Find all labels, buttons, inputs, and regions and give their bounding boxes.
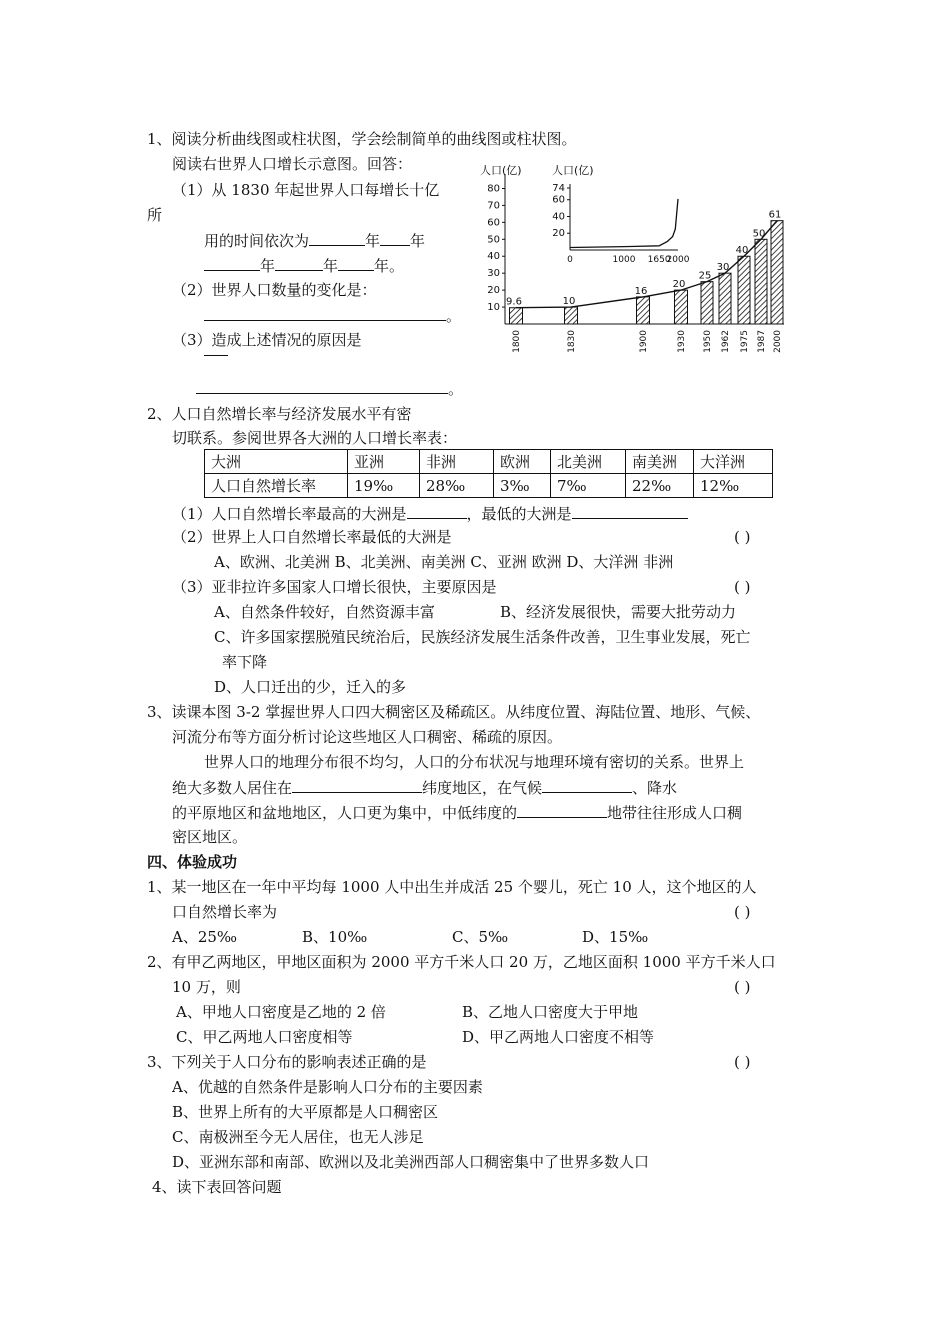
table-cell: 南美洲 [626, 450, 694, 474]
s2-heading1: 2、人口自然增长率与经济发展水平有密 [147, 405, 412, 423]
s2-q2-options: A、欧洲、北美洲 B、北美洲、南美洲 C、亚洲 欧洲 D、大洋洲 非洲 [214, 553, 674, 571]
x-tick-label: 1962 [721, 330, 731, 353]
answer-paren[interactable]: ( ) [734, 578, 751, 596]
inset-x-tick-label: 0 [567, 255, 573, 265]
table-cell: 22‰ [626, 474, 694, 498]
answer-paren[interactable]: ( ) [734, 978, 751, 996]
x-tick-label: 1830 [567, 330, 577, 353]
section-heading: 四、体验成功 [147, 853, 238, 871]
answer-blank[interactable] [407, 503, 467, 519]
y-tick-label: 50 [487, 234, 500, 246]
table-cell: 北美洲 [551, 450, 626, 474]
bar-value-label: 61 [768, 209, 782, 221]
option-d: D、亚洲东部和南部、欧洲以及北美洲西部人口稠密集中了世界多数人口 [172, 1153, 650, 1171]
answer-blank[interactable] [196, 378, 448, 394]
inset-x-tick-label: 2000 [666, 255, 690, 265]
bar [701, 282, 713, 324]
s2-q3-d: D、人口迁出的少，迁入的多 [214, 678, 407, 696]
inset-y-label: 人口(亿) [552, 164, 594, 177]
table-header-row [205, 450, 773, 474]
inset-x-tick-label: 1000 [612, 255, 636, 265]
bar-value-label: 40 [735, 245, 749, 257]
answer-blank[interactable] [204, 305, 446, 321]
table-cell: 28‰ [420, 474, 494, 498]
x-tick-label: 1975 [740, 330, 750, 353]
bar [565, 307, 578, 324]
s1-q3-short [204, 340, 228, 361]
option-b: B、10‰ [302, 928, 368, 946]
y-tick-label: 60 [487, 217, 500, 229]
s4-q1a: 1、某一地区在一年中平均每 1000 人中出生并成活 25 个婴儿，死亡 10 人，这个地区的人 [147, 878, 757, 896]
inset-chart [552, 164, 690, 265]
population-chart [478, 158, 788, 358]
s4-q2b: 10 万，则 [172, 978, 241, 996]
s2-q3-a: A、自然条件较好，自然资源丰富 [214, 603, 435, 621]
bar [510, 308, 523, 324]
option-a: A、优越的自然条件是影响人口分布的主要因素 [172, 1078, 483, 1096]
answer-paren[interactable]: ( ) [734, 1053, 751, 1071]
s2-q3-b: B、经济发展很快，需要大批劳动力 [500, 603, 737, 621]
s4-q1b: 口自然增长率为 [172, 903, 278, 921]
s1-heading: 1、阅读分析曲线图或柱状图，学会绘制简单的曲线图或柱状图。 [147, 130, 577, 148]
s1-q1a: （1）从 1830 年起世界人口每增长十亿 [172, 181, 440, 199]
answer-blank[interactable] [572, 503, 688, 519]
option-a: A、甲地人口密度是乙地的 2 倍 [176, 1003, 386, 1021]
inset-y-tick-label: 74 [552, 183, 565, 194]
bar-value-label: 30 [716, 262, 730, 274]
bar [719, 273, 731, 324]
table-cell: 人口自然增长率 [205, 474, 348, 498]
answer-blank[interactable] [542, 777, 632, 793]
s1-q3-line: 。 [196, 378, 463, 399]
inset-y-tick-label: 40 [552, 211, 565, 223]
option-a: A、25‰ [172, 928, 238, 946]
x-tick-label: 1930 [677, 330, 687, 353]
table-cell: 大洋洲 [694, 450, 773, 474]
growth-rate-table [204, 449, 773, 498]
s3-line5: 的平原地区和盆地地区，人口更为集中，中低纬度的 地带往往形成人口稠 [172, 804, 743, 822]
option-d: D、甲乙两地人口密度不相等 [462, 1028, 655, 1046]
answer-blank[interactable] [292, 777, 422, 793]
table-cell: 欧洲 [494, 450, 551, 474]
table-cell: 非洲 [420, 450, 494, 474]
s1-q2: （2）世界人口数量的变化是： [172, 281, 377, 299]
option-b: B、世界上所有的大平原都是人口稠密区 [172, 1103, 439, 1121]
s2-q1: （1）人口自然增长率最高的大洲是 ，最低的大洲是 [172, 503, 688, 524]
answer-blank[interactable] [517, 802, 607, 818]
s3-line1: 3、读课本图 3-2 掌握世界人口四大稠密区及稀疏区。从纬度位置、海陆位置、地形、气候、 [147, 703, 761, 721]
s1-q2-line: 。 [204, 305, 461, 326]
s1-intro: 阅读右世界人口增长示意图。回答： [172, 155, 413, 173]
s1-q1c: 用的时间依次为 年 年 [204, 232, 426, 250]
s2-q2: （2）世界上人口自然增长率最低的大洲是 [172, 528, 452, 546]
y-tick-label: 70 [487, 200, 500, 212]
answer-blank[interactable] [338, 255, 374, 271]
bar-value-label: 10 [562, 296, 576, 308]
bar-value-label: 25 [698, 270, 712, 282]
x-tick-label: 2000 [773, 330, 783, 353]
answer-blank[interactable] [275, 255, 323, 271]
bar-value-label: 9.6 [506, 296, 522, 308]
bar-value-label: 20 [672, 279, 686, 291]
x-tick-label: 1987 [757, 330, 767, 353]
table-cell: 大洲 [205, 450, 348, 474]
y-tick-label: 80 [487, 183, 500, 195]
bar-value-label: 50 [752, 228, 766, 240]
s2-q3-c-cont: 率下降 [222, 653, 268, 671]
s3-line4: 绝大多数人居住在 纬度地区，在气候 、降水 [172, 779, 678, 797]
s4-q2a: 2、有甲乙两地区，甲地区面积为 2000 平方千米人口 20 万，乙地区面积 1000 平方千米人口 [147, 953, 776, 971]
answer-blank[interactable] [204, 340, 228, 356]
answer-blank[interactable] [309, 230, 365, 246]
option-c: C、5‰ [452, 928, 509, 946]
inset-line [570, 199, 678, 248]
answer-blank[interactable] [204, 255, 260, 271]
s3-line2: 河流分布等方面分析讨论这些地区人口稠密、稀疏的原因。 [172, 728, 563, 746]
bar [675, 290, 688, 324]
y-tick-label: 30 [487, 268, 500, 280]
s3-line3: 世界人口的地理分布很不均匀，人口的分布状况与地理环境有密切的关系。世界上 [204, 753, 745, 771]
y-tick-label: 40 [487, 251, 500, 263]
s1-q1b: 所 [147, 206, 163, 224]
y-tick-label: 10 [487, 302, 500, 314]
option-c: C、南极洲至今无人居住，也无人涉足 [172, 1128, 424, 1146]
bar [771, 221, 783, 324]
s2-heading2: 切联系。参阅世界各大洲的人口增长率表： [172, 429, 458, 447]
inset-y-tick-label: 20 [552, 228, 565, 240]
s1-q1d: 年 年 年。 [204, 255, 404, 276]
bar [738, 256, 750, 324]
y-tick-label: 20 [487, 285, 500, 297]
bar [755, 239, 767, 324]
table-cell: 3‰ [494, 474, 551, 498]
x-tick-label: 1950 [703, 330, 713, 353]
s4-q3: 3、下列关于人口分布的影响表述正确的是 [147, 1053, 427, 1071]
option-c: C、甲乙两地人口密度相等 [176, 1028, 353, 1046]
bar [637, 297, 650, 324]
s1-q3: （3）造成上述情况的原因是 [172, 331, 362, 349]
inset-y-tick-label: 60 [552, 194, 565, 206]
x-tick-label: 1900 [639, 330, 649, 353]
answer-paren[interactable]: ( ) [734, 528, 751, 546]
bars [506, 210, 783, 353]
s2-q3: （3）亚非拉许多国家人口增长很快，主要原因是 [172, 578, 497, 596]
table-cell: 19‰ [348, 474, 420, 498]
s4-q4: 4、读下表回答问题 [152, 1178, 282, 1196]
table-cell: 7‰ [551, 474, 626, 498]
table-row [205, 474, 773, 498]
bar-value-label: 16 [634, 285, 648, 297]
table-cell: 亚洲 [348, 450, 420, 474]
answer-paren[interactable]: ( ) [734, 903, 751, 921]
s3-line6: 密区地区。 [172, 828, 248, 846]
y-axis-label: 人口(亿) [480, 164, 522, 177]
answer-blank[interactable] [380, 230, 410, 246]
option-b: B、乙地人口密度大于甲地 [462, 1003, 639, 1021]
table-cell: 12‰ [694, 474, 773, 498]
x-tick-label: 1800 [512, 330, 522, 353]
s2-q3-c: C、许多国家摆脱殖民统治后，民族经济发展生活条件改善，卫生事业发展，死亡 [214, 628, 751, 646]
option-d: D、15‰ [582, 928, 649, 946]
inset-x-tick-label: 1650 [647, 255, 671, 265]
